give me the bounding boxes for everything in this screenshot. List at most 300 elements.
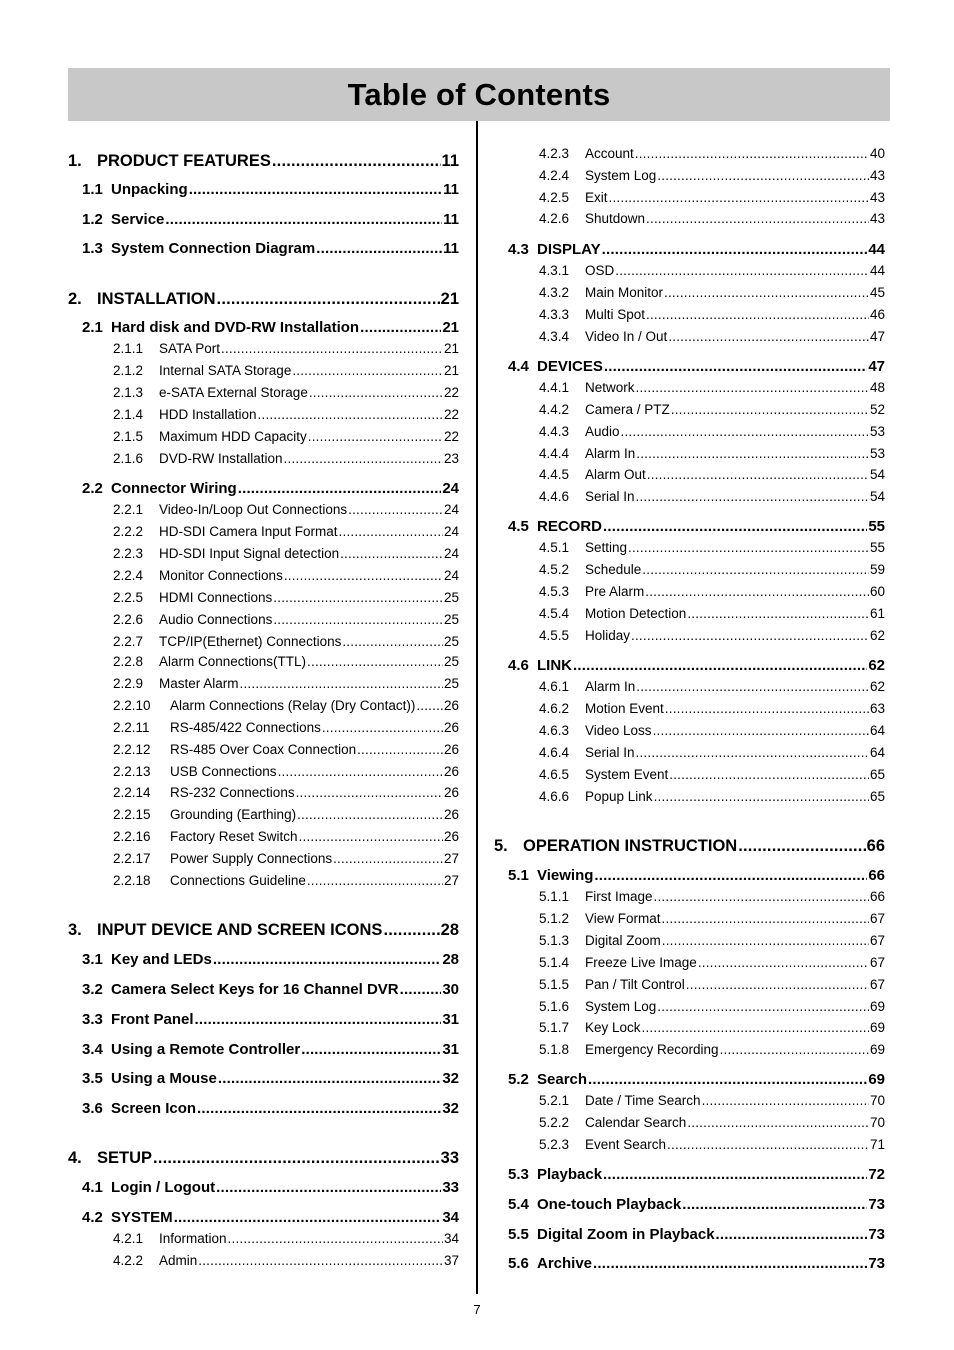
toc-entry-title: LINK [537, 657, 572, 674]
dot-leader [217, 291, 440, 308]
toc-entry-page: 67 [869, 955, 885, 970]
toc-entry-title: Digital Zoom [585, 933, 661, 948]
toc-entry-page: 62 [869, 679, 885, 694]
toc-entry-number: 4.3.3 [539, 307, 570, 322]
toc-entry-title: RS-232 Connections [170, 785, 295, 800]
dot-leader [339, 525, 443, 539]
toc-subsection[interactable] [494, 468, 885, 482]
toc-entry-page: 60 [869, 584, 885, 599]
toc-entry-page: 73 [868, 1226, 885, 1243]
toc-entry-title: Monitor Connections [159, 568, 283, 583]
toc-entry-page: 61 [869, 606, 885, 621]
toc-section[interactable] [68, 1180, 459, 1195]
dot-leader [687, 1116, 869, 1130]
toc-entry-page: 24 [443, 568, 459, 583]
title-bar [68, 68, 890, 121]
dot-leader [603, 1167, 867, 1182]
toc-entry-title: Serial In [585, 745, 635, 760]
toc-subsection[interactable] [494, 381, 885, 395]
toc-entry-number: 4.5.2 [539, 562, 570, 577]
toc-subsection[interactable] [68, 743, 459, 757]
toc-entry-page: 31 [442, 1041, 459, 1058]
dot-leader [716, 1227, 868, 1242]
toc-entry-page: 26 [443, 742, 459, 757]
toc-subsection[interactable] [494, 403, 885, 417]
page-number: 7 [473, 1302, 481, 1317]
toc-subsection[interactable] [68, 1254, 459, 1268]
toc-subsection[interactable] [68, 1232, 459, 1246]
toc-chapter[interactable] [68, 291, 459, 308]
dot-leader [284, 452, 443, 466]
toc-subsection[interactable] [494, 890, 885, 904]
dot-leader [593, 1256, 867, 1271]
toc-section[interactable] [494, 242, 885, 257]
toc-entry-number: 5.1.8 [539, 1042, 570, 1057]
toc-subsection[interactable] [494, 490, 885, 504]
column-divider [476, 121, 478, 1294]
dot-leader [662, 912, 869, 926]
toc-entry-page: 26 [443, 698, 459, 713]
toc-entry-title: Motion Event [585, 701, 664, 716]
toc-entry-title: OSD [585, 263, 615, 278]
toc-entry-title: Network [585, 380, 635, 395]
toc-section[interactable] [494, 658, 885, 673]
toc-entry-number: 2.1 [82, 319, 103, 336]
toc-entry-page: 43 [869, 211, 885, 226]
dot-leader [221, 342, 443, 356]
toc-section[interactable] [68, 320, 459, 335]
toc-entry-page: 22 [443, 429, 459, 444]
toc-entry-number: 4.2.6 [539, 211, 570, 226]
toc-section[interactable] [68, 1071, 459, 1086]
toc-entry-number: 1.3 [82, 240, 103, 257]
toc-entry-number: 2.2.5 [113, 590, 144, 605]
dot-leader [195, 1012, 442, 1027]
toc-entry-number: 4.2 [82, 1209, 103, 1226]
toc-entry-number: 4.2.1 [113, 1231, 144, 1246]
toc-entry-title: First Image [585, 889, 653, 904]
toc-subsection[interactable] [494, 790, 885, 804]
toc-subsection[interactable] [68, 852, 459, 866]
toc-entry-number: 4.6.4 [539, 745, 570, 760]
toc-subsection[interactable] [68, 830, 459, 844]
toc-entry-number: 2.2.9 [113, 676, 144, 691]
toc-subsection[interactable] [494, 746, 885, 760]
toc-section[interactable] [68, 1042, 459, 1057]
dot-leader [615, 264, 869, 278]
toc-subsection[interactable] [68, 874, 459, 888]
toc-chapter[interactable] [68, 922, 459, 939]
toc-entry-title: SYSTEM [111, 1209, 173, 1226]
toc-entry-number: 3.2 [82, 981, 103, 998]
dot-leader [273, 591, 443, 605]
toc-entry-title: View Format [585, 911, 661, 926]
toc-entry-number: 2.2.16 [113, 829, 151, 844]
toc-subsection[interactable] [494, 264, 885, 278]
toc-section[interactable] [494, 1227, 885, 1242]
toc-entry-title: Serial In [585, 489, 635, 504]
toc-section[interactable] [494, 359, 885, 374]
dot-leader [588, 1072, 867, 1087]
toc-entry-title: HD-SDI Camera Input Format [159, 524, 338, 539]
toc-entry-title: e-SATA External Storage [159, 385, 308, 400]
toc-subsection[interactable] [494, 1021, 885, 1035]
toc-subsection[interactable] [494, 1043, 885, 1057]
toc-entry-page: 11 [443, 211, 459, 228]
toc-entry-page: 23 [443, 451, 459, 466]
toc-subsection[interactable] [68, 591, 459, 605]
toc-entry-title: DISPLAY [537, 241, 601, 258]
toc-section[interactable] [68, 1012, 459, 1027]
toc-entry-number: 4.2.4 [539, 168, 570, 183]
toc-entry-number: 4.1 [82, 1179, 103, 1196]
toc-entry-title: DVD-RW Installation [159, 451, 283, 466]
toc-entry-page: 43 [869, 168, 885, 183]
toc-subsection[interactable] [494, 447, 885, 461]
toc-entry-title: Audio [585, 424, 620, 439]
toc-entry-title: HD-SDI Input Signal detection [159, 546, 340, 561]
toc-entry-title: Hard disk and DVD-RW Installation [111, 319, 360, 336]
toc-entry-title: SETUP [97, 1149, 153, 1167]
toc-subsection[interactable] [68, 430, 459, 444]
toc-entry-number: 2.1.6 [113, 451, 144, 466]
toc-entry-title: Setting [585, 540, 628, 555]
toc-entry-title: RS-485 Over Coax Connection [170, 742, 357, 757]
toc-entry-page: 25 [443, 676, 459, 691]
toc-entry-page: 25 [443, 590, 459, 605]
toc-section[interactable] [68, 1210, 459, 1225]
toc-chapter[interactable] [494, 838, 885, 855]
toc-entry-page: 45 [869, 285, 885, 300]
toc-entry-title: OPERATION INSTRUCTION [523, 837, 738, 855]
toc-entry-number: 2.2.3 [113, 546, 144, 561]
toc-entry-page: 34 [442, 1209, 459, 1226]
dot-leader [664, 286, 869, 300]
toc-entry-page: 54 [869, 467, 885, 482]
toc-subsection[interactable] [494, 934, 885, 948]
toc-entry-number: 5.2 [508, 1071, 529, 1088]
toc-entry-number: 2.2.4 [113, 568, 144, 583]
toc-subsection[interactable] [68, 342, 459, 356]
toc-entry-title: Exit [585, 190, 608, 205]
toc-entry-number: 4.2.3 [539, 146, 570, 161]
toc-entry-number: 2.2.12 [113, 742, 151, 757]
toc-entry-title: Grounding (Earthing) [170, 807, 297, 822]
toc-entry-page: 32 [442, 1070, 459, 1087]
toc-entry-title: TCP/IP(Ethernet) Connections [159, 634, 342, 649]
dot-leader [686, 978, 869, 992]
toc-section[interactable] [68, 481, 459, 496]
toc-entry-title: Alarm In [585, 446, 636, 461]
toc-entry-page: 28 [440, 921, 459, 939]
toc-subsection[interactable] [494, 607, 885, 621]
toc-entry-number: 5.1.2 [539, 911, 570, 926]
toc-subsection[interactable] [68, 808, 459, 822]
toc-entry-title: Account [585, 146, 634, 161]
toc-subsection[interactable] [68, 765, 459, 779]
toc-entry-page: 52 [869, 402, 885, 417]
toc-entry-number: 1.2 [82, 211, 103, 228]
toc-subsection[interactable] [494, 212, 885, 226]
toc-entry-number: 4.6.1 [539, 679, 570, 694]
toc-entry-page: 72 [868, 1166, 885, 1183]
dot-leader [301, 1042, 441, 1057]
toc-entry-page: 34 [443, 1231, 459, 1246]
toc-subsection[interactable] [494, 1138, 885, 1152]
dot-leader [654, 890, 869, 904]
toc-entry-page: 48 [869, 380, 885, 395]
toc-entry-title: Maximum HDD Capacity [159, 429, 307, 444]
toc-subsection[interactable] [68, 699, 459, 713]
toc-subsection[interactable] [494, 1116, 885, 1130]
toc-entry-title: Admin [159, 1253, 198, 1268]
toc-entry-page: 66 [868, 867, 885, 884]
toc-section[interactable] [68, 182, 459, 197]
toc-entry-title: Alarm Connections(TTL) [159, 654, 307, 669]
toc-entry-page: 21 [443, 341, 459, 356]
toc-entry-title: Search [537, 1071, 588, 1088]
toc-section[interactable] [494, 868, 885, 883]
toc-entry-title: Login / Logout [111, 1179, 216, 1196]
toc-entry-title: Playback [537, 1166, 603, 1183]
toc-section[interactable] [68, 982, 459, 997]
dot-leader [360, 320, 441, 335]
toc-entry-title: Holiday [585, 628, 631, 643]
dot-leader [665, 702, 869, 716]
toc-entry-title: Calendar Search [585, 1115, 687, 1130]
toc-entry-title: Using a Remote Controller [111, 1041, 301, 1058]
toc-section[interactable] [494, 1167, 885, 1182]
toc-entry-page: 59 [869, 562, 885, 577]
toc-section[interactable] [494, 1072, 885, 1087]
toc-entry-page: 11 [441, 152, 459, 170]
toc-subsection[interactable] [68, 547, 459, 561]
toc-entry-page: 71 [869, 1137, 885, 1152]
toc-entry-page: 47 [868, 358, 885, 375]
toc-entry-title: Service [111, 211, 165, 228]
toc-subsection[interactable] [68, 721, 459, 735]
dot-leader [645, 585, 869, 599]
toc-entry-number: 5.4 [508, 1196, 529, 1213]
toc-entry-number: 1.1 [82, 181, 103, 198]
toc-entry-page: 64 [869, 723, 885, 738]
toc-entry-title: System Connection Diagram [111, 240, 316, 257]
toc-entry-number: 2.2.17 [113, 851, 151, 866]
toc-entry-number: 4.3.2 [539, 285, 570, 300]
toc-chapter[interactable] [68, 153, 459, 170]
toc-entry-title: Video Loss [585, 723, 652, 738]
toc-section[interactable] [68, 212, 459, 227]
dot-leader [573, 658, 867, 673]
dot-leader [698, 956, 869, 970]
toc-subsection[interactable] [494, 1094, 885, 1108]
toc-subsection[interactable] [494, 1000, 885, 1014]
toc-entry-page: 24 [443, 502, 459, 517]
toc-subsection[interactable] [68, 503, 459, 517]
toc-entry-number: 4.4.6 [539, 489, 570, 504]
dot-leader [682, 1197, 867, 1212]
dot-leader [258, 408, 443, 422]
toc-subsection[interactable] [68, 655, 459, 669]
toc-subsection[interactable] [494, 912, 885, 926]
toc-subsection[interactable] [494, 768, 885, 782]
toc-entry-page: 73 [868, 1255, 885, 1272]
toc-entry-title: Connector Wiring [111, 480, 237, 497]
dot-leader [165, 212, 442, 227]
toc-entry-number: 4.2.5 [539, 190, 570, 205]
toc-subsection[interactable] [68, 525, 459, 539]
toc-section[interactable] [494, 519, 885, 534]
toc-subsection[interactable] [68, 569, 459, 583]
toc-entry-title: One-touch Playback [537, 1196, 682, 1213]
toc-entry-number: 2.1.1 [113, 341, 144, 356]
toc-subsection[interactable] [494, 680, 885, 694]
toc-entry-number: 2.2.8 [113, 654, 144, 669]
toc-entry-title: System Log [585, 168, 657, 183]
toc-subsection[interactable] [494, 563, 885, 577]
dot-leader [657, 1000, 869, 1014]
toc-entry-page: 28 [442, 951, 459, 968]
toc-entry-page: 73 [868, 1196, 885, 1213]
toc-subsection[interactable] [494, 191, 885, 205]
toc-entry-title: HDD Installation [159, 407, 257, 422]
toc-entry-number: 2.2.18 [113, 873, 151, 888]
toc-entry-title: Front Panel [111, 1011, 194, 1028]
toc-entry-title: Camera / PTZ [585, 402, 670, 417]
toc-subsection[interactable] [68, 786, 459, 800]
toc-subsection[interactable] [494, 956, 885, 970]
toc-entry-page: 33 [442, 1179, 459, 1196]
toc-entry-number: 2.1.4 [113, 407, 144, 422]
toc-entry-number: 4.4.2 [539, 402, 570, 417]
toc-entry-title: Screen Icon [111, 1100, 197, 1117]
toc-subsection[interactable] [494, 978, 885, 992]
toc-subsection[interactable] [68, 613, 459, 627]
toc-entry-number: 4.2.2 [113, 1253, 144, 1268]
toc-entry-title: SATA Port [159, 341, 221, 356]
toc-entry-title: Master Alarm [159, 676, 239, 691]
toc-entry-page: 43 [869, 190, 885, 205]
toc-subsection[interactable] [494, 702, 885, 716]
toc-entry-number: 4.4.4 [539, 446, 570, 461]
toc-chapter[interactable] [68, 1150, 459, 1167]
toc-subsection[interactable] [68, 452, 459, 466]
toc-subsection[interactable] [494, 286, 885, 300]
dot-leader [299, 830, 443, 844]
dot-leader [603, 519, 867, 534]
toc-section[interactable] [68, 952, 459, 967]
toc-entry-title: Main Monitor [585, 285, 664, 300]
toc-entry-number: 3.1 [82, 951, 103, 968]
dot-leader [322, 721, 443, 735]
toc-subsection[interactable] [68, 635, 459, 649]
toc-entry-page: 22 [443, 407, 459, 422]
toc-entry-page: 24 [442, 480, 459, 497]
toc-entry-number: 5.1.7 [539, 1020, 570, 1035]
toc-entry-title: Schedule [585, 562, 642, 577]
toc-subsection[interactable] [494, 169, 885, 183]
toc-entry-page: 26 [443, 720, 459, 735]
toc-entry-title: Connections Guideline [170, 873, 306, 888]
toc-entry-title: Pan / Tilt Control [585, 977, 685, 992]
toc-entry-number: 5.2.2 [539, 1115, 570, 1130]
toc-subsection[interactable] [494, 724, 885, 738]
toc-entry-number: 2.2.1 [113, 502, 144, 517]
toc-entry-title: Unpacking [111, 181, 188, 198]
toc-subsection[interactable] [494, 629, 885, 643]
dot-leader [702, 1094, 869, 1108]
dot-leader [198, 1254, 443, 1268]
dot-leader [307, 874, 443, 888]
toc-entry-title: INSTALLATION [97, 290, 216, 308]
toc-entry-page: 25 [443, 634, 459, 649]
dot-leader [316, 241, 442, 256]
toc-entry-number: 4.3.4 [539, 329, 570, 344]
dot-leader [218, 1071, 441, 1086]
dot-leader [273, 613, 443, 627]
toc-subsection[interactable] [494, 585, 885, 599]
toc-subsection[interactable] [68, 364, 459, 378]
toc-entry-page: 26 [443, 764, 459, 779]
toc-entry-number: 3.4 [82, 1041, 103, 1058]
dot-leader [635, 147, 869, 161]
toc-entry-page: 11 [443, 240, 459, 257]
toc-subsection[interactable] [68, 677, 459, 691]
toc-subsection[interactable] [494, 330, 885, 344]
toc-entry-page: 27 [443, 851, 459, 866]
toc-subsection[interactable] [494, 147, 885, 161]
toc-entry-page: 65 [869, 767, 885, 782]
toc-entry-title: Multi Spot [585, 307, 646, 322]
dot-leader [308, 430, 443, 444]
toc-entry-number: 4.4.5 [539, 467, 570, 482]
toc-section[interactable] [494, 1197, 885, 1212]
toc-entry-title: INPUT DEVICE AND SCREEN ICONS [97, 921, 383, 939]
toc-entry-number: 4.3.1 [539, 263, 570, 278]
toc-subsection[interactable] [494, 308, 885, 322]
dot-leader [153, 1150, 440, 1167]
toc-entry-number: 5.1.5 [539, 977, 570, 992]
toc-entry-page: 47 [869, 329, 885, 344]
toc-section[interactable] [68, 241, 459, 256]
toc-entry-number: 2.2.15 [113, 807, 151, 822]
dot-leader [240, 677, 443, 691]
toc-entry-number: 2.2.10 [113, 698, 151, 713]
toc-subsection[interactable] [494, 425, 885, 439]
toc-section[interactable] [494, 1256, 885, 1271]
dot-leader [309, 386, 443, 400]
dot-leader [228, 1232, 443, 1246]
toc-entry-title: Video In / Out [585, 329, 668, 344]
toc-entry-number: 5.2.1 [539, 1093, 570, 1108]
toc-entry-page: 32 [442, 1100, 459, 1117]
dot-leader [646, 212, 869, 226]
dot-leader [272, 153, 441, 170]
toc-subsection[interactable] [494, 541, 885, 555]
dot-leader [636, 381, 869, 395]
toc-subsection[interactable] [68, 386, 459, 400]
toc-entry-page: 11 [443, 181, 459, 198]
toc-entry-number: 5.1 [508, 867, 529, 884]
toc-entry-page: 69 [869, 1042, 885, 1057]
toc-subsection[interactable] [68, 408, 459, 422]
toc-entry-number: 2.2.13 [113, 764, 151, 779]
dot-leader [628, 541, 869, 555]
dot-leader [357, 743, 443, 757]
toc-entry-title: Shutdown [585, 211, 646, 226]
toc-section[interactable] [68, 1101, 459, 1116]
toc-entry-page: 40 [869, 146, 885, 161]
